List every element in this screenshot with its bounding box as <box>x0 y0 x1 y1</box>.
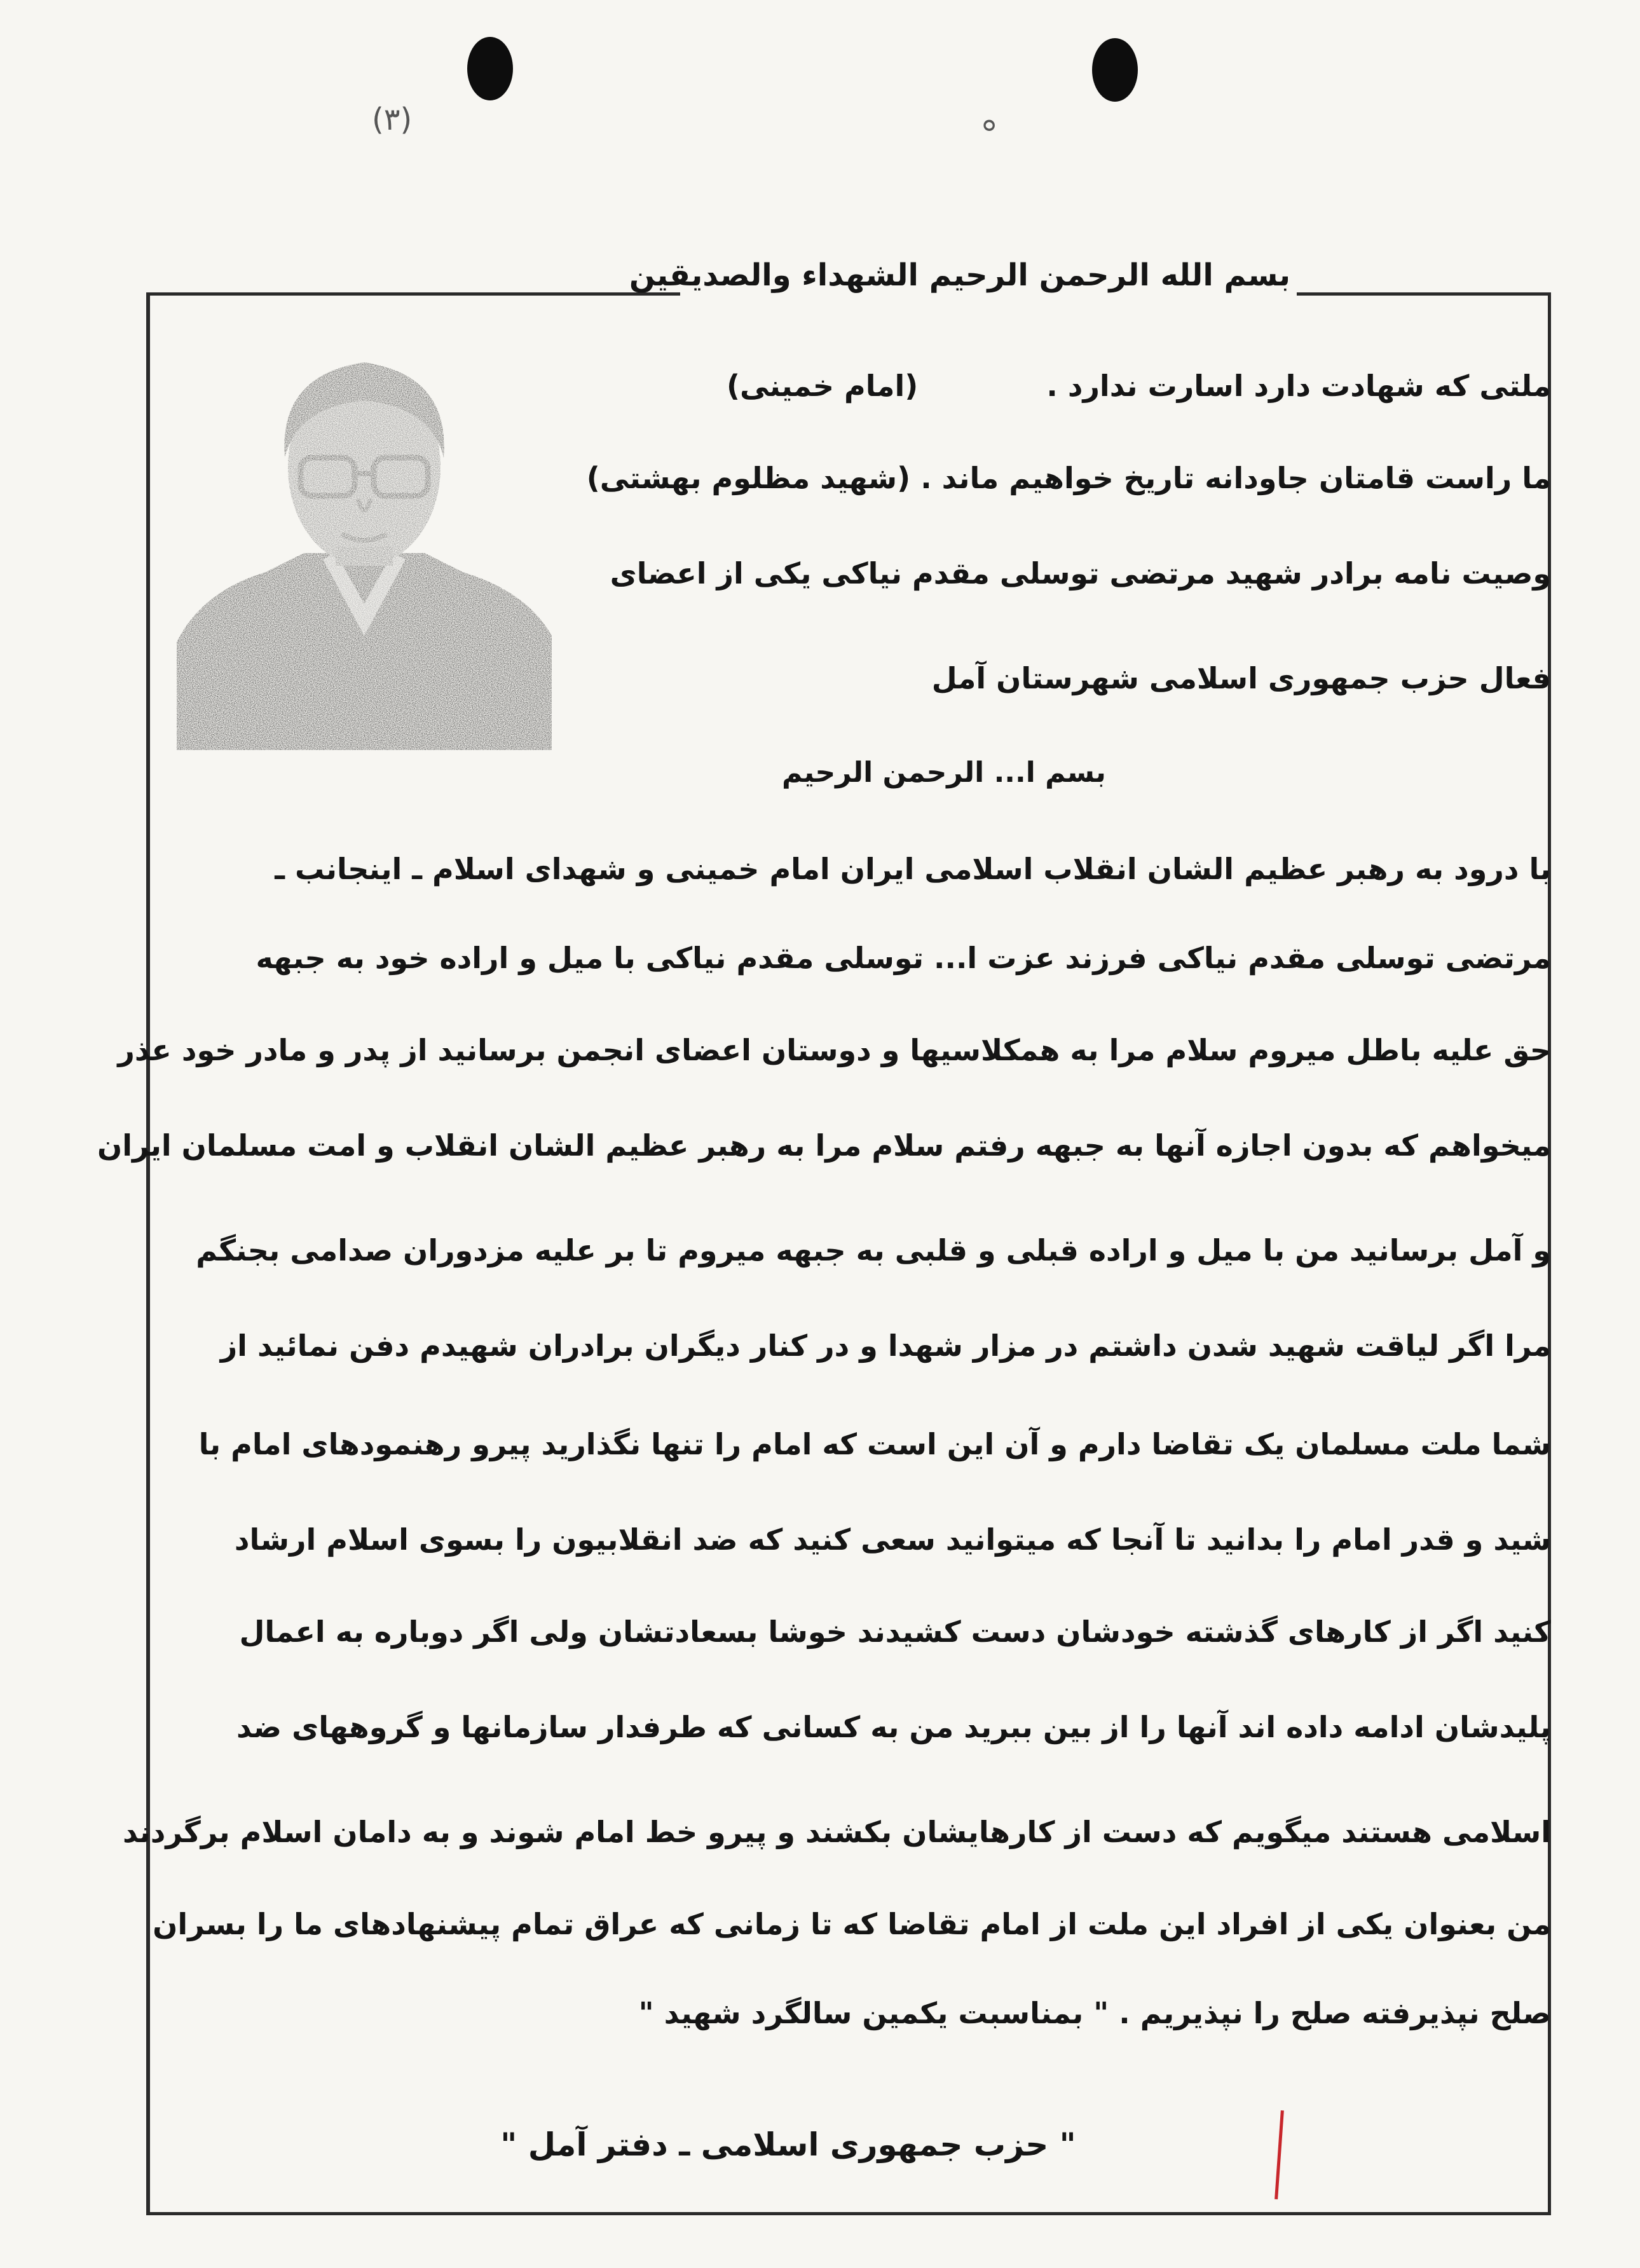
quote-source: (امام خمینی) <box>726 369 919 403</box>
body-line: پلیدشان ادامه داده اند آنها را از بین ببرید من به کسانی که طرفدار سازمانها و گروههای ضد <box>236 1710 1551 1744</box>
frame-top-border-right <box>1297 292 1551 296</box>
body-line: و آمل برسانید من با میل و اراده قبلی و قلبی به جبهه میروم تا بر علیه مزدوران صدامی بجنگم <box>196 1233 1551 1267</box>
body-line: کنید اگر از کارهای گذشته خودشان دست کشیدند خوشا بسعادتشان ولی اگر دوباره به اعمال <box>239 1615 1551 1649</box>
page-scribble-mark-2: ܘ <box>982 108 997 137</box>
body-line: شید و قدر امام را بدانید تا آنجا که میتوانید سعی کنید که ضد انقلابیون را بسوی اسلام ارشاد <box>234 1522 1551 1557</box>
body-line: صلح نپذیرفته صلح را نپذیریم . " بمناسبت یکمین سالگرد شهید " <box>638 1996 1551 2030</box>
frame-top-border-left <box>146 292 680 296</box>
document-heading: بسم الله الرحمن الرحیم الشهداء والصدیقین <box>629 257 1290 293</box>
punch-hole-left <box>467 37 513 100</box>
quote-text: ما راست قامتان جاودانه تاریخ خواهیم ماند . <box>920 461 1551 495</box>
body-line: حق علیه باطل میروم سلام مرا به همکلاسیها و دوستان اعضای انجمن برسانید از پدر و مادر خود عذر <box>118 1033 1551 1067</box>
body-line: مرتضی توسلی مقدم نیاکی فرزند عزت ا... توسلی مقدم نیاکی با میل و اراده خود به جبهه <box>256 941 1551 975</box>
martyr-portrait-photo <box>177 337 552 750</box>
body-line: شما ملت مسلمان یک تقاضا دارم و آن این است که امام را تنها نگذارید پیرو رهنمودهای امام با <box>198 1427 1551 1461</box>
body-line: مرا اگر لیاقت شهید شدن داشتم در مزار شهدا و در کنار دیگران برادران شهیدم دفن نمائید از <box>220 1329 1551 1363</box>
header-quote-beheshti <box>587 461 1551 495</box>
quote-source: (شهید مظلوم بهشتی) <box>586 461 911 495</box>
page-scribble-mark: (٣) <box>372 102 413 137</box>
bismillah: بسم ا... الرحمن الرحیم <box>782 756 1106 789</box>
footer-signature: " حزب جمهوری اسلامی ـ دفتر آمل " <box>500 2126 1076 2163</box>
body-line: با درود به رهبر عظیم الشان انقلاب اسلامی ایران امام خمینی و شهدای اسلام ـ اینجانب ـ <box>275 852 1551 886</box>
will-title-line: وصیت نامه برادر شهید مرتضی توسلی مقدم نیاکی یکی از اعضای <box>610 556 1551 591</box>
quote-text: ملتی که شهادت دارد اسارت ندارد . <box>1046 369 1551 403</box>
body-line: میخواهم که بدون اجازه آنها به جبهه رفتم سلام مرا به رهبر عظیم الشان انقلاب و امت مسلمان ایران <box>97 1128 1551 1163</box>
punch-hole-right <box>1092 38 1138 102</box>
header-quote-imam <box>727 369 1551 403</box>
body-line: من بعنوان یکی از افراد این ملت از امام تقاضا که تا زمانی که عراق تمام پیشنهادهای ما را بسران <box>153 1907 1551 1941</box>
will-title-line-2: فعال حزب جمهوری اسلامی شهرستان آمل <box>931 661 1551 695</box>
body-line: اسلامی هستند میگویم که دست از کارهایشان بکشند و پیرو خط امام شوند و به دامان اسلام برگردند <box>122 1815 1551 1849</box>
